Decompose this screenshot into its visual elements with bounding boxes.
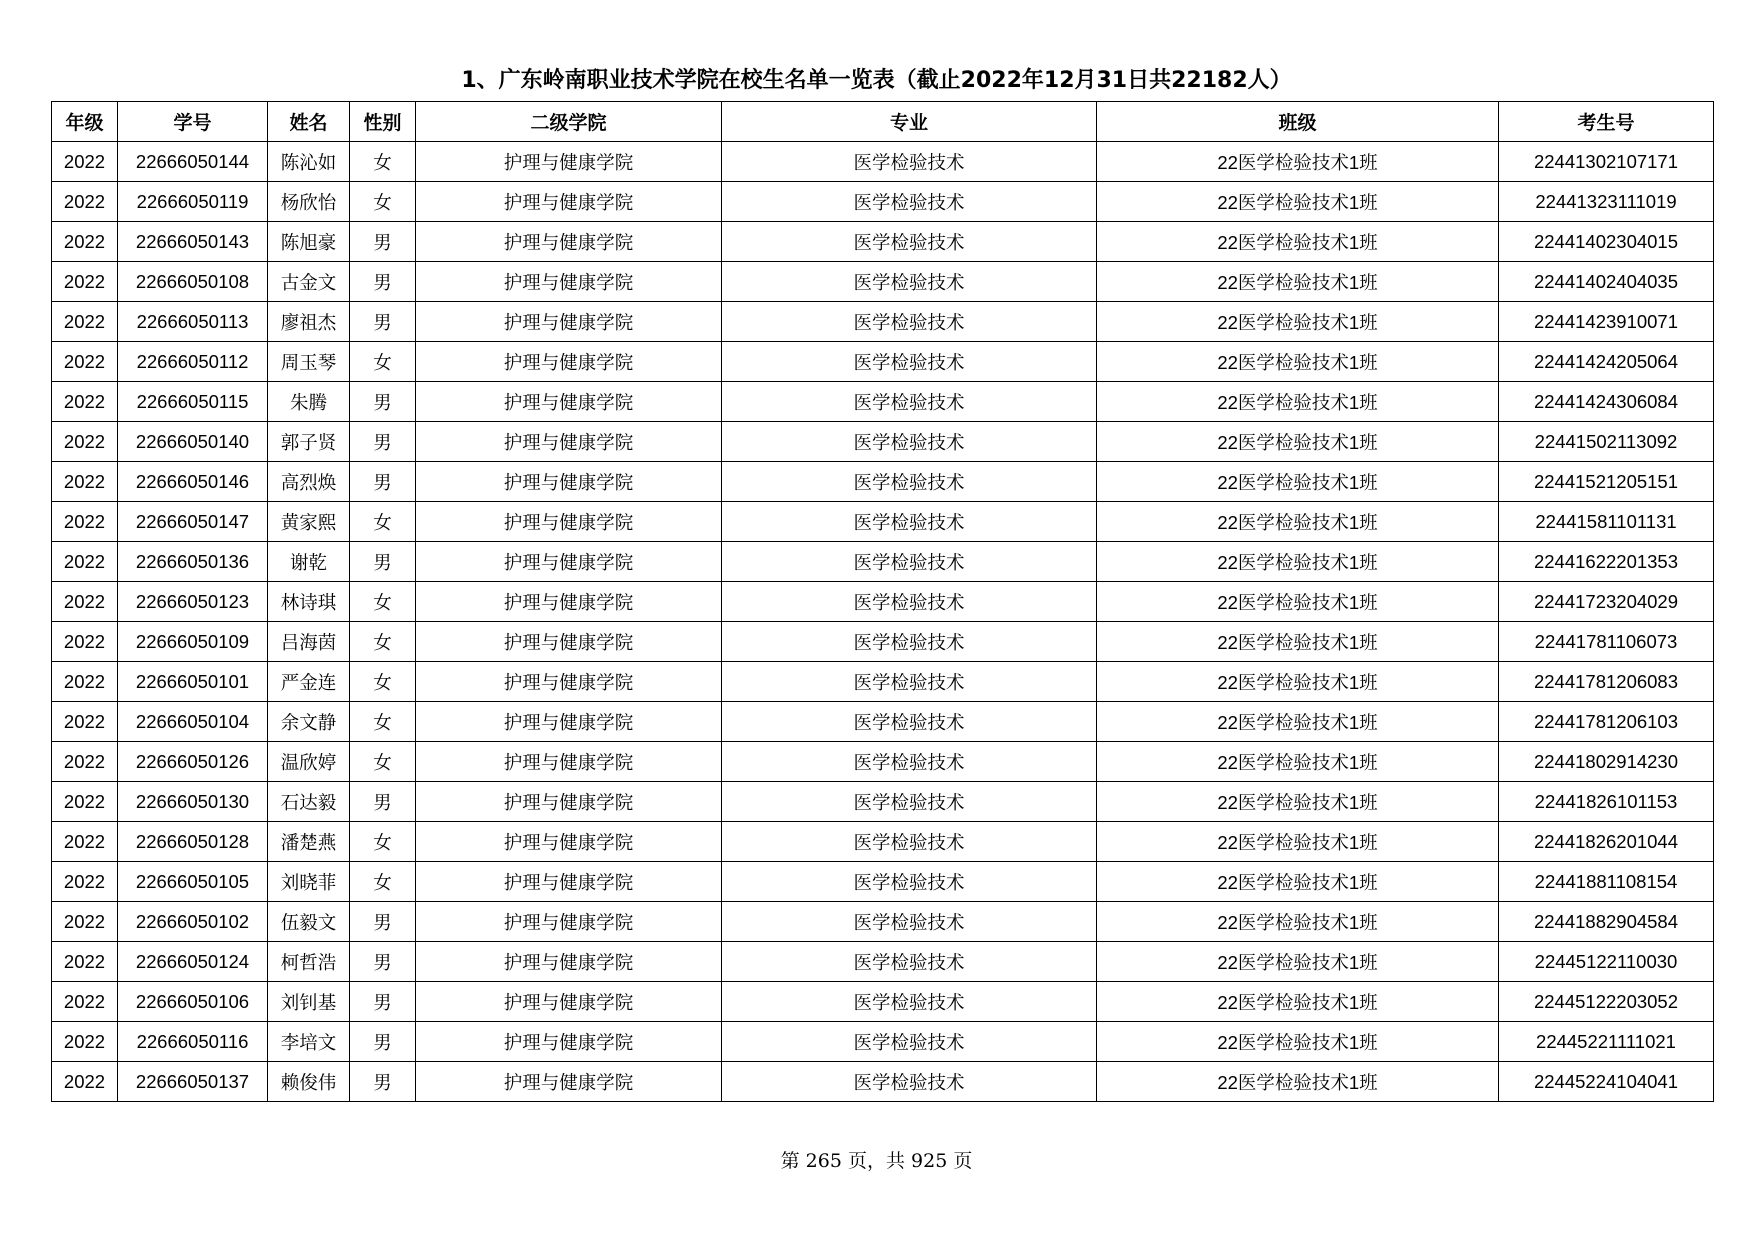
cell-major: 医学检验技术 (722, 502, 1097, 542)
cell-gender: 男 (350, 1062, 416, 1102)
cell-name: 周玉琴 (268, 342, 350, 382)
cell-major: 医学检验技术 (722, 222, 1097, 262)
cell-class: 22医学检验技术1班 (1097, 182, 1499, 222)
cell-college: 护理与健康学院 (416, 182, 722, 222)
cell-college: 护理与健康学院 (416, 1022, 722, 1062)
cell-college: 护理与健康学院 (416, 422, 722, 462)
cell-major: 医学检验技术 (722, 422, 1097, 462)
cell-name: 林诗琪 (268, 582, 350, 622)
cell-grade: 2022 (52, 262, 118, 302)
table-row (52, 782, 1714, 822)
cell-class: 22医学检验技术1班 (1097, 542, 1499, 582)
cell-gender: 女 (350, 822, 416, 862)
table-row (52, 822, 1714, 862)
cell-exam-number: 22441502113092 (1499, 422, 1714, 462)
cell-class: 22医学检验技术1班 (1097, 1062, 1499, 1102)
cell-gender: 男 (350, 782, 416, 822)
cell-name: 石达毅 (268, 782, 350, 822)
cell-major: 医学检验技术 (722, 622, 1097, 662)
table-row (52, 542, 1714, 582)
column-header-gender: 性别 (350, 102, 416, 142)
cell-class: 22医学检验技术1班 (1097, 262, 1499, 302)
cell-exam-number: 22445224104041 (1499, 1062, 1714, 1102)
cell-gender: 女 (350, 622, 416, 662)
cell-grade: 2022 (52, 822, 118, 862)
cell-college: 护理与健康学院 (416, 1062, 722, 1102)
cell-major: 医学检验技术 (722, 942, 1097, 982)
cell-exam-number: 22441802914230 (1499, 742, 1714, 782)
cell-class: 22医学检验技术1班 (1097, 342, 1499, 382)
cell-college: 护理与健康学院 (416, 662, 722, 702)
cell-student-id: 22666050109 (118, 622, 268, 662)
cell-class: 22医学检验技术1班 (1097, 702, 1499, 742)
cell-major: 医学检验技术 (722, 542, 1097, 582)
cell-gender: 女 (350, 662, 416, 702)
cell-gender: 男 (350, 382, 416, 422)
cell-college: 护理与健康学院 (416, 822, 722, 862)
cell-class: 22医学检验技术1班 (1097, 142, 1499, 182)
cell-student-id: 22666050113 (118, 302, 268, 342)
cell-grade: 2022 (52, 502, 118, 542)
table-row (52, 902, 1714, 942)
cell-class: 22医学检验技术1班 (1097, 782, 1499, 822)
cell-college: 护理与健康学院 (416, 262, 722, 302)
cell-student-id: 22666050108 (118, 262, 268, 302)
cell-grade: 2022 (52, 902, 118, 942)
cell-exam-number: 22441723204029 (1499, 582, 1714, 622)
cell-exam-number: 22441781206083 (1499, 662, 1714, 702)
table-row (52, 1022, 1714, 1062)
cell-grade: 2022 (52, 582, 118, 622)
cell-student-id: 22666050115 (118, 382, 268, 422)
cell-exam-number: 22441323111019 (1499, 182, 1714, 222)
cell-gender: 女 (350, 862, 416, 902)
cell-college: 护理与健康学院 (416, 582, 722, 622)
cell-class: 22医学检验技术1班 (1097, 382, 1499, 422)
page-number-footer: 第 265 页，共 925 页 (780, 1150, 973, 1172)
cell-gender: 女 (350, 582, 416, 622)
cell-name: 余文静 (268, 702, 350, 742)
table-row (52, 662, 1714, 702)
column-header-name: 姓名 (268, 102, 350, 142)
cell-major: 医学检验技术 (722, 862, 1097, 902)
cell-exam-number: 22441521205151 (1499, 462, 1714, 502)
cell-student-id: 22666050119 (118, 182, 268, 222)
column-header-class: 班级 (1097, 102, 1499, 142)
cell-exam-number: 22441881108154 (1499, 862, 1714, 902)
table-row (52, 222, 1714, 262)
cell-exam-number: 22441302107171 (1499, 142, 1714, 182)
cell-major: 医学检验技术 (722, 702, 1097, 742)
cell-gender: 女 (350, 142, 416, 182)
table-row (52, 582, 1714, 622)
cell-student-id: 22666050147 (118, 502, 268, 542)
cell-student-id: 22666050116 (118, 1022, 268, 1062)
cell-major: 医学检验技术 (722, 742, 1097, 782)
cell-gender: 女 (350, 702, 416, 742)
cell-name: 陈沁如 (268, 142, 350, 182)
cell-gender: 男 (350, 542, 416, 582)
table-body (52, 142, 1714, 1102)
cell-name: 吕海茵 (268, 622, 350, 662)
cell-major: 医学检验技术 (722, 1022, 1097, 1062)
cell-student-id: 22666050137 (118, 1062, 268, 1102)
cell-gender: 男 (350, 222, 416, 262)
cell-student-id: 22666050144 (118, 142, 268, 182)
table-row (52, 302, 1714, 342)
cell-exam-number: 22441622201353 (1499, 542, 1714, 582)
cell-class: 22医学检验技术1班 (1097, 742, 1499, 782)
cell-major: 医学检验技术 (722, 462, 1097, 502)
cell-major: 医学检验技术 (722, 822, 1097, 862)
cell-major: 医学检验技术 (722, 342, 1097, 382)
cell-major: 医学检验技术 (722, 382, 1097, 422)
cell-college: 护理与健康学院 (416, 462, 722, 502)
table-row (52, 462, 1714, 502)
cell-name: 伍毅文 (268, 902, 350, 942)
cell-student-id: 22666050104 (118, 702, 268, 742)
cell-grade: 2022 (52, 542, 118, 582)
cell-grade: 2022 (52, 302, 118, 342)
cell-exam-number: 22441781106073 (1499, 622, 1714, 662)
cell-major: 医学检验技术 (722, 142, 1097, 182)
table-row (52, 382, 1714, 422)
cell-class: 22医学检验技术1班 (1097, 582, 1499, 622)
cell-exam-number: 22441402404035 (1499, 262, 1714, 302)
cell-college: 护理与健康学院 (416, 942, 722, 982)
cell-college: 护理与健康学院 (416, 982, 722, 1022)
cell-class: 22医学检验技术1班 (1097, 302, 1499, 342)
cell-college: 护理与健康学院 (416, 622, 722, 662)
cell-major: 医学检验技术 (722, 182, 1097, 222)
table-row (52, 742, 1714, 782)
cell-college: 护理与健康学院 (416, 342, 722, 382)
cell-name: 刘钊基 (268, 982, 350, 1022)
cell-name: 黄家熙 (268, 502, 350, 542)
cell-exam-number: 22445122110030 (1499, 942, 1714, 982)
table-row (52, 502, 1714, 542)
page-title: 1、广东岭南职业技术学院在校生名单一览表（截止2022年12月31日共22182人） (461, 68, 1292, 93)
cell-college: 护理与健康学院 (416, 702, 722, 742)
table-row (52, 1062, 1714, 1102)
cell-class: 22医学检验技术1班 (1097, 982, 1499, 1022)
column-header-major: 专业 (722, 102, 1097, 142)
cell-grade: 2022 (52, 342, 118, 382)
cell-exam-number: 22441826201044 (1499, 822, 1714, 862)
cell-exam-number: 22445221111021 (1499, 1022, 1714, 1062)
cell-student-id: 22666050124 (118, 942, 268, 982)
cell-grade: 2022 (52, 742, 118, 782)
table-row (52, 182, 1714, 222)
cell-gender: 男 (350, 262, 416, 302)
cell-exam-number: 22441402304015 (1499, 222, 1714, 262)
cell-name: 赖俊伟 (268, 1062, 350, 1102)
cell-student-id: 22666050102 (118, 902, 268, 942)
cell-grade: 2022 (52, 662, 118, 702)
cell-major: 医学检验技术 (722, 1062, 1097, 1102)
cell-major: 医学检验技术 (722, 302, 1097, 342)
cell-college: 护理与健康学院 (416, 542, 722, 582)
cell-student-id: 22666050112 (118, 342, 268, 382)
cell-name: 杨欣怡 (268, 182, 350, 222)
cell-name: 温欣婷 (268, 742, 350, 782)
table-row (52, 342, 1714, 382)
cell-college: 护理与健康学院 (416, 502, 722, 542)
cell-grade: 2022 (52, 1062, 118, 1102)
cell-name: 古金文 (268, 262, 350, 302)
cell-college: 护理与健康学院 (416, 382, 722, 422)
cell-name: 朱腾 (268, 382, 350, 422)
cell-gender: 男 (350, 982, 416, 1022)
cell-class: 22医学检验技术1班 (1097, 462, 1499, 502)
cell-student-id: 22666050101 (118, 662, 268, 702)
table-row (52, 982, 1714, 1022)
student-roster-table (51, 101, 1714, 1102)
cell-class: 22医学检验技术1班 (1097, 822, 1499, 862)
column-header-grade: 年级 (52, 102, 118, 142)
table-row (52, 422, 1714, 462)
cell-student-id: 22666050106 (118, 982, 268, 1022)
cell-student-id: 22666050123 (118, 582, 268, 622)
cell-grade: 2022 (52, 462, 118, 502)
cell-grade: 2022 (52, 702, 118, 742)
cell-college: 护理与健康学院 (416, 902, 722, 942)
cell-grade: 2022 (52, 862, 118, 902)
column-header-exam-number: 考生号 (1499, 102, 1714, 142)
cell-exam-number: 22441424306084 (1499, 382, 1714, 422)
cell-exam-number: 22441882904584 (1499, 902, 1714, 942)
column-header-student-id: 学号 (118, 102, 268, 142)
cell-gender: 男 (350, 942, 416, 982)
cell-student-id: 22666050136 (118, 542, 268, 582)
cell-name: 潘楚燕 (268, 822, 350, 862)
cell-grade: 2022 (52, 782, 118, 822)
cell-grade: 2022 (52, 142, 118, 182)
cell-class: 22医学检验技术1班 (1097, 502, 1499, 542)
cell-class: 22医学检验技术1班 (1097, 942, 1499, 982)
cell-name: 廖祖杰 (268, 302, 350, 342)
cell-grade: 2022 (52, 182, 118, 222)
cell-major: 医学检验技术 (722, 662, 1097, 702)
cell-gender: 女 (350, 742, 416, 782)
cell-class: 22医学检验技术1班 (1097, 902, 1499, 942)
cell-gender: 男 (350, 462, 416, 502)
cell-college: 护理与健康学院 (416, 302, 722, 342)
cell-exam-number: 22441424205064 (1499, 342, 1714, 382)
cell-grade: 2022 (52, 222, 118, 262)
cell-name: 柯哲浩 (268, 942, 350, 982)
cell-grade: 2022 (52, 622, 118, 662)
cell-class: 22医学检验技术1班 (1097, 662, 1499, 702)
cell-gender: 女 (350, 182, 416, 222)
cell-class: 22医学检验技术1班 (1097, 1022, 1499, 1062)
cell-major: 医学检验技术 (722, 782, 1097, 822)
table-header-row (52, 102, 1714, 142)
cell-grade: 2022 (52, 422, 118, 462)
cell-college: 护理与健康学院 (416, 142, 722, 182)
cell-gender: 男 (350, 902, 416, 942)
cell-grade: 2022 (52, 1022, 118, 1062)
cell-exam-number: 22441581101131 (1499, 502, 1714, 542)
cell-class: 22医学检验技术1班 (1097, 422, 1499, 462)
table-row (52, 622, 1714, 662)
cell-student-id: 22666050128 (118, 822, 268, 862)
cell-gender: 男 (350, 1022, 416, 1062)
cell-name: 郭子贤 (268, 422, 350, 462)
table-row (52, 862, 1714, 902)
cell-college: 护理与健康学院 (416, 222, 722, 262)
cell-exam-number: 22445122203052 (1499, 982, 1714, 1022)
cell-name: 高烈焕 (268, 462, 350, 502)
cell-college: 护理与健康学院 (416, 862, 722, 902)
cell-student-id: 22666050130 (118, 782, 268, 822)
cell-class: 22医学检验技术1班 (1097, 862, 1499, 902)
table-row (52, 262, 1714, 302)
cell-college: 护理与健康学院 (416, 782, 722, 822)
table-row (52, 702, 1714, 742)
cell-exam-number: 22441781206103 (1499, 702, 1714, 742)
cell-major: 医学检验技术 (722, 582, 1097, 622)
cell-student-id: 22666050105 (118, 862, 268, 902)
cell-name: 刘晓菲 (268, 862, 350, 902)
cell-grade: 2022 (52, 942, 118, 982)
cell-grade: 2022 (52, 382, 118, 422)
cell-name: 谢乾 (268, 542, 350, 582)
cell-grade: 2022 (52, 982, 118, 1022)
cell-exam-number: 22441826101153 (1499, 782, 1714, 822)
cell-name: 严金连 (268, 662, 350, 702)
cell-student-id: 22666050140 (118, 422, 268, 462)
cell-class: 22医学检验技术1班 (1097, 622, 1499, 662)
table-row (52, 142, 1714, 182)
column-header-college: 二级学院 (416, 102, 722, 142)
cell-name: 李培文 (268, 1022, 350, 1062)
cell-major: 医学检验技术 (722, 902, 1097, 942)
cell-gender: 男 (350, 302, 416, 342)
cell-student-id: 22666050143 (118, 222, 268, 262)
cell-student-id: 22666050126 (118, 742, 268, 782)
cell-gender: 女 (350, 342, 416, 382)
cell-major: 医学检验技术 (722, 262, 1097, 302)
table-row (52, 942, 1714, 982)
cell-name: 陈旭豪 (268, 222, 350, 262)
cell-gender: 女 (350, 502, 416, 542)
cell-exam-number: 22441423910071 (1499, 302, 1714, 342)
cell-gender: 男 (350, 422, 416, 462)
cell-class: 22医学检验技术1班 (1097, 222, 1499, 262)
cell-college: 护理与健康学院 (416, 742, 722, 782)
cell-major: 医学检验技术 (722, 982, 1097, 1022)
cell-student-id: 22666050146 (118, 462, 268, 502)
